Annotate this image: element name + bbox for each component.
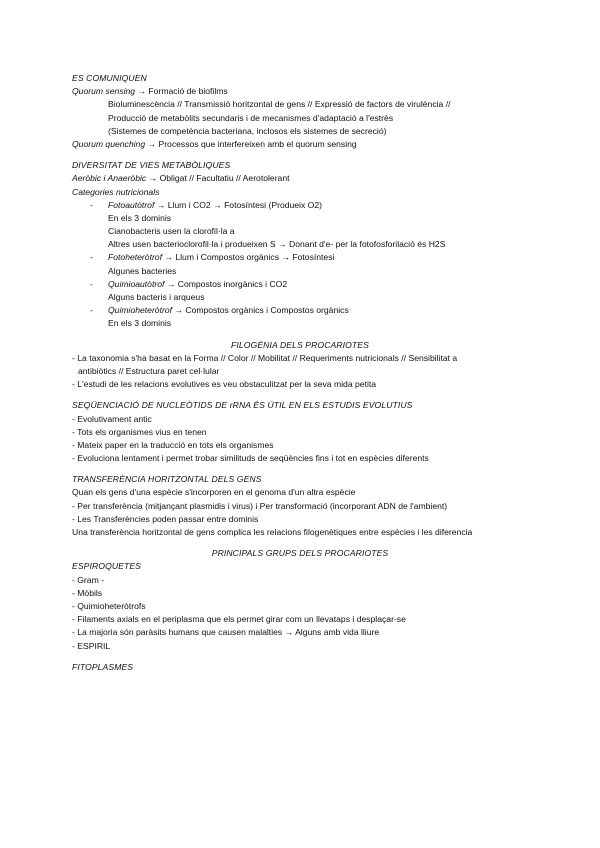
section-heading-diversitat: DIVERSITAT DE VIES METABÒLIQUES <box>72 160 231 171</box>
subheading-espiroquetes: ESPIROQUETES <box>72 561 142 572</box>
bullet-line: - Quimioheteròtrofs <box>72 600 146 611</box>
paragraph: Una transferència horitzontal de gens complica les relacions filogenètiques entre espècies i les diferencia <box>72 527 473 537</box>
list-item-detail: Altres usen bacterioclorofil·la i produeixen S → Donant d'e- per la fotofosforilació és H2S <box>108 239 446 250</box>
list-item-detail: Cianobacteris usen la clorofil·la a <box>108 226 235 237</box>
term: Quimioheteròtrof <box>108 305 173 316</box>
bullet-line: - Per transferència (mitjançant plasmidis i virus) i Per transformació (incorporant ADN de l'ambient) <box>72 500 448 511</box>
bullet-line: - Mòbils <box>72 587 103 598</box>
bullet-line: - Gram - <box>72 574 104 585</box>
list-item-detail: En els 3 dominis <box>108 318 172 329</box>
bullet-line: - Tots els organismes vius en tenen <box>72 426 207 437</box>
section-heading-es-comuniquen: ES COMUNIQUEN <box>72 73 147 83</box>
bullet-line: - Filaments axials en el periplasma que els permet girar com un llevataps i desplaçar-se <box>72 614 406 625</box>
definition: → Llum i CO2 → Fotosíntesi (Produeix O2) <box>154 199 322 210</box>
list-item: - Quimioheteròtrof → Compostos orgànics i Compostos orgànics <box>90 305 349 316</box>
section-heading-transferencia: TRANSFERÈNCIA HORITZONTAL DELS GENS <box>72 474 262 485</box>
section-heading-filogenia: FILOGÈNIA DELS PROCARIOTES <box>231 339 369 350</box>
subheading-fitoplasmes: FITOPLASMES <box>72 661 134 672</box>
list-item: - Quimioautòtrof → Compostos inorgànics i CO2 <box>90 278 288 289</box>
quorum-quenching-line <box>72 138 528 151</box>
bullet-line: - Les Transferències poden passar entre dominis <box>72 513 259 524</box>
indented-line: (Sistemes de competència bacteriana, inclosos els sistemes de secreció) <box>108 125 387 136</box>
definition: → Obligat // Facultatiu // Aerotolerant <box>146 173 290 184</box>
definition: → Processos que interfereixen amb el quorum sensing <box>145 138 357 149</box>
term: Quorum quenching <box>72 138 146 149</box>
list-item-detail: En els 3 dominis <box>108 212 172 223</box>
bullet-line: - Evolutivament antic <box>72 413 152 424</box>
term: Quimioautòtrof <box>108 278 165 289</box>
categories-heading: Categories nutricionals <box>72 186 160 197</box>
bullet-line: - L'estudi de les relacions evolutives es veu obstaculitzat per la seva mida petita <box>72 379 377 390</box>
list-item-detail: Algunes bacteries <box>108 265 177 276</box>
term: Quorum sensing <box>72 86 136 97</box>
term: Fotoautòtrof <box>108 199 155 210</box>
definition: → Compostos inorgànics i CO2 <box>164 278 288 289</box>
bullet-line: - La majoria són paràsits humans que causen malalties → Alguns amb vida lliure <box>72 627 380 638</box>
definition: → Compostos orgànics i Compostos orgànics <box>172 305 349 316</box>
bullet-line: - La taxonomia s'ha basat en la Forma // Color // Mobilitat // Requeriments nutricionals // Sensibilitat a <box>72 352 458 363</box>
bullet-line: - Evoluciona lentament i permet trobar similituds de seqüències fins i tot en espècies diferents <box>72 453 429 464</box>
bullet-line: - ESPIRIL <box>72 640 111 651</box>
aerobic-line <box>72 172 528 185</box>
quorum-sensing-line <box>72 85 528 98</box>
list-item-detail: Alguns bacteris i arqueus <box>108 292 205 302</box>
definition: → Llum i Compostos orgànics → Fotosíntesi <box>161 252 335 263</box>
bullet-line-continued: antibiòtics // Estructura paret cel·lular <box>78 365 220 376</box>
bullet-line: - Mateix paper en la traducció en tots els organismes <box>72 439 274 450</box>
indented-line: Bioluminescència // Transmissió horitzontal de gens // Expressió de factors de virulència // <box>108 99 451 110</box>
term: Fotoheteròtrof <box>108 252 162 263</box>
section-heading-sequenciacio: SEQÜENCIACIÓ DE NUCLEÒTIDS DE rRNA ÉS ÚTIL EN ELS ESTUDIS EVOLUTIUS <box>72 400 413 411</box>
indented-line: Producció de metabòlits secundaris i de mecanismes d'adaptació a l'estrès <box>108 112 394 123</box>
document-page <box>72 72 528 674</box>
list-item: - Fotoheteròtrof → Llum i Compostos orgànics → Fotosíntesi <box>90 252 335 263</box>
text-line: Quan els gens d'una espècie s'incorporen en el genoma d'un altra espècie <box>72 487 356 498</box>
list-item: - Fotoautòtrof → Llum i CO2 → Fotosíntesi (Produeix O2) <box>90 199 322 210</box>
section-heading-principals-grups: PRINCIPALS GRUPS DELS PROCARIOTES <box>211 548 389 559</box>
term: Aeròbic i Anaeròbic <box>72 173 147 184</box>
definition: → Formació de biofilms <box>135 86 228 97</box>
